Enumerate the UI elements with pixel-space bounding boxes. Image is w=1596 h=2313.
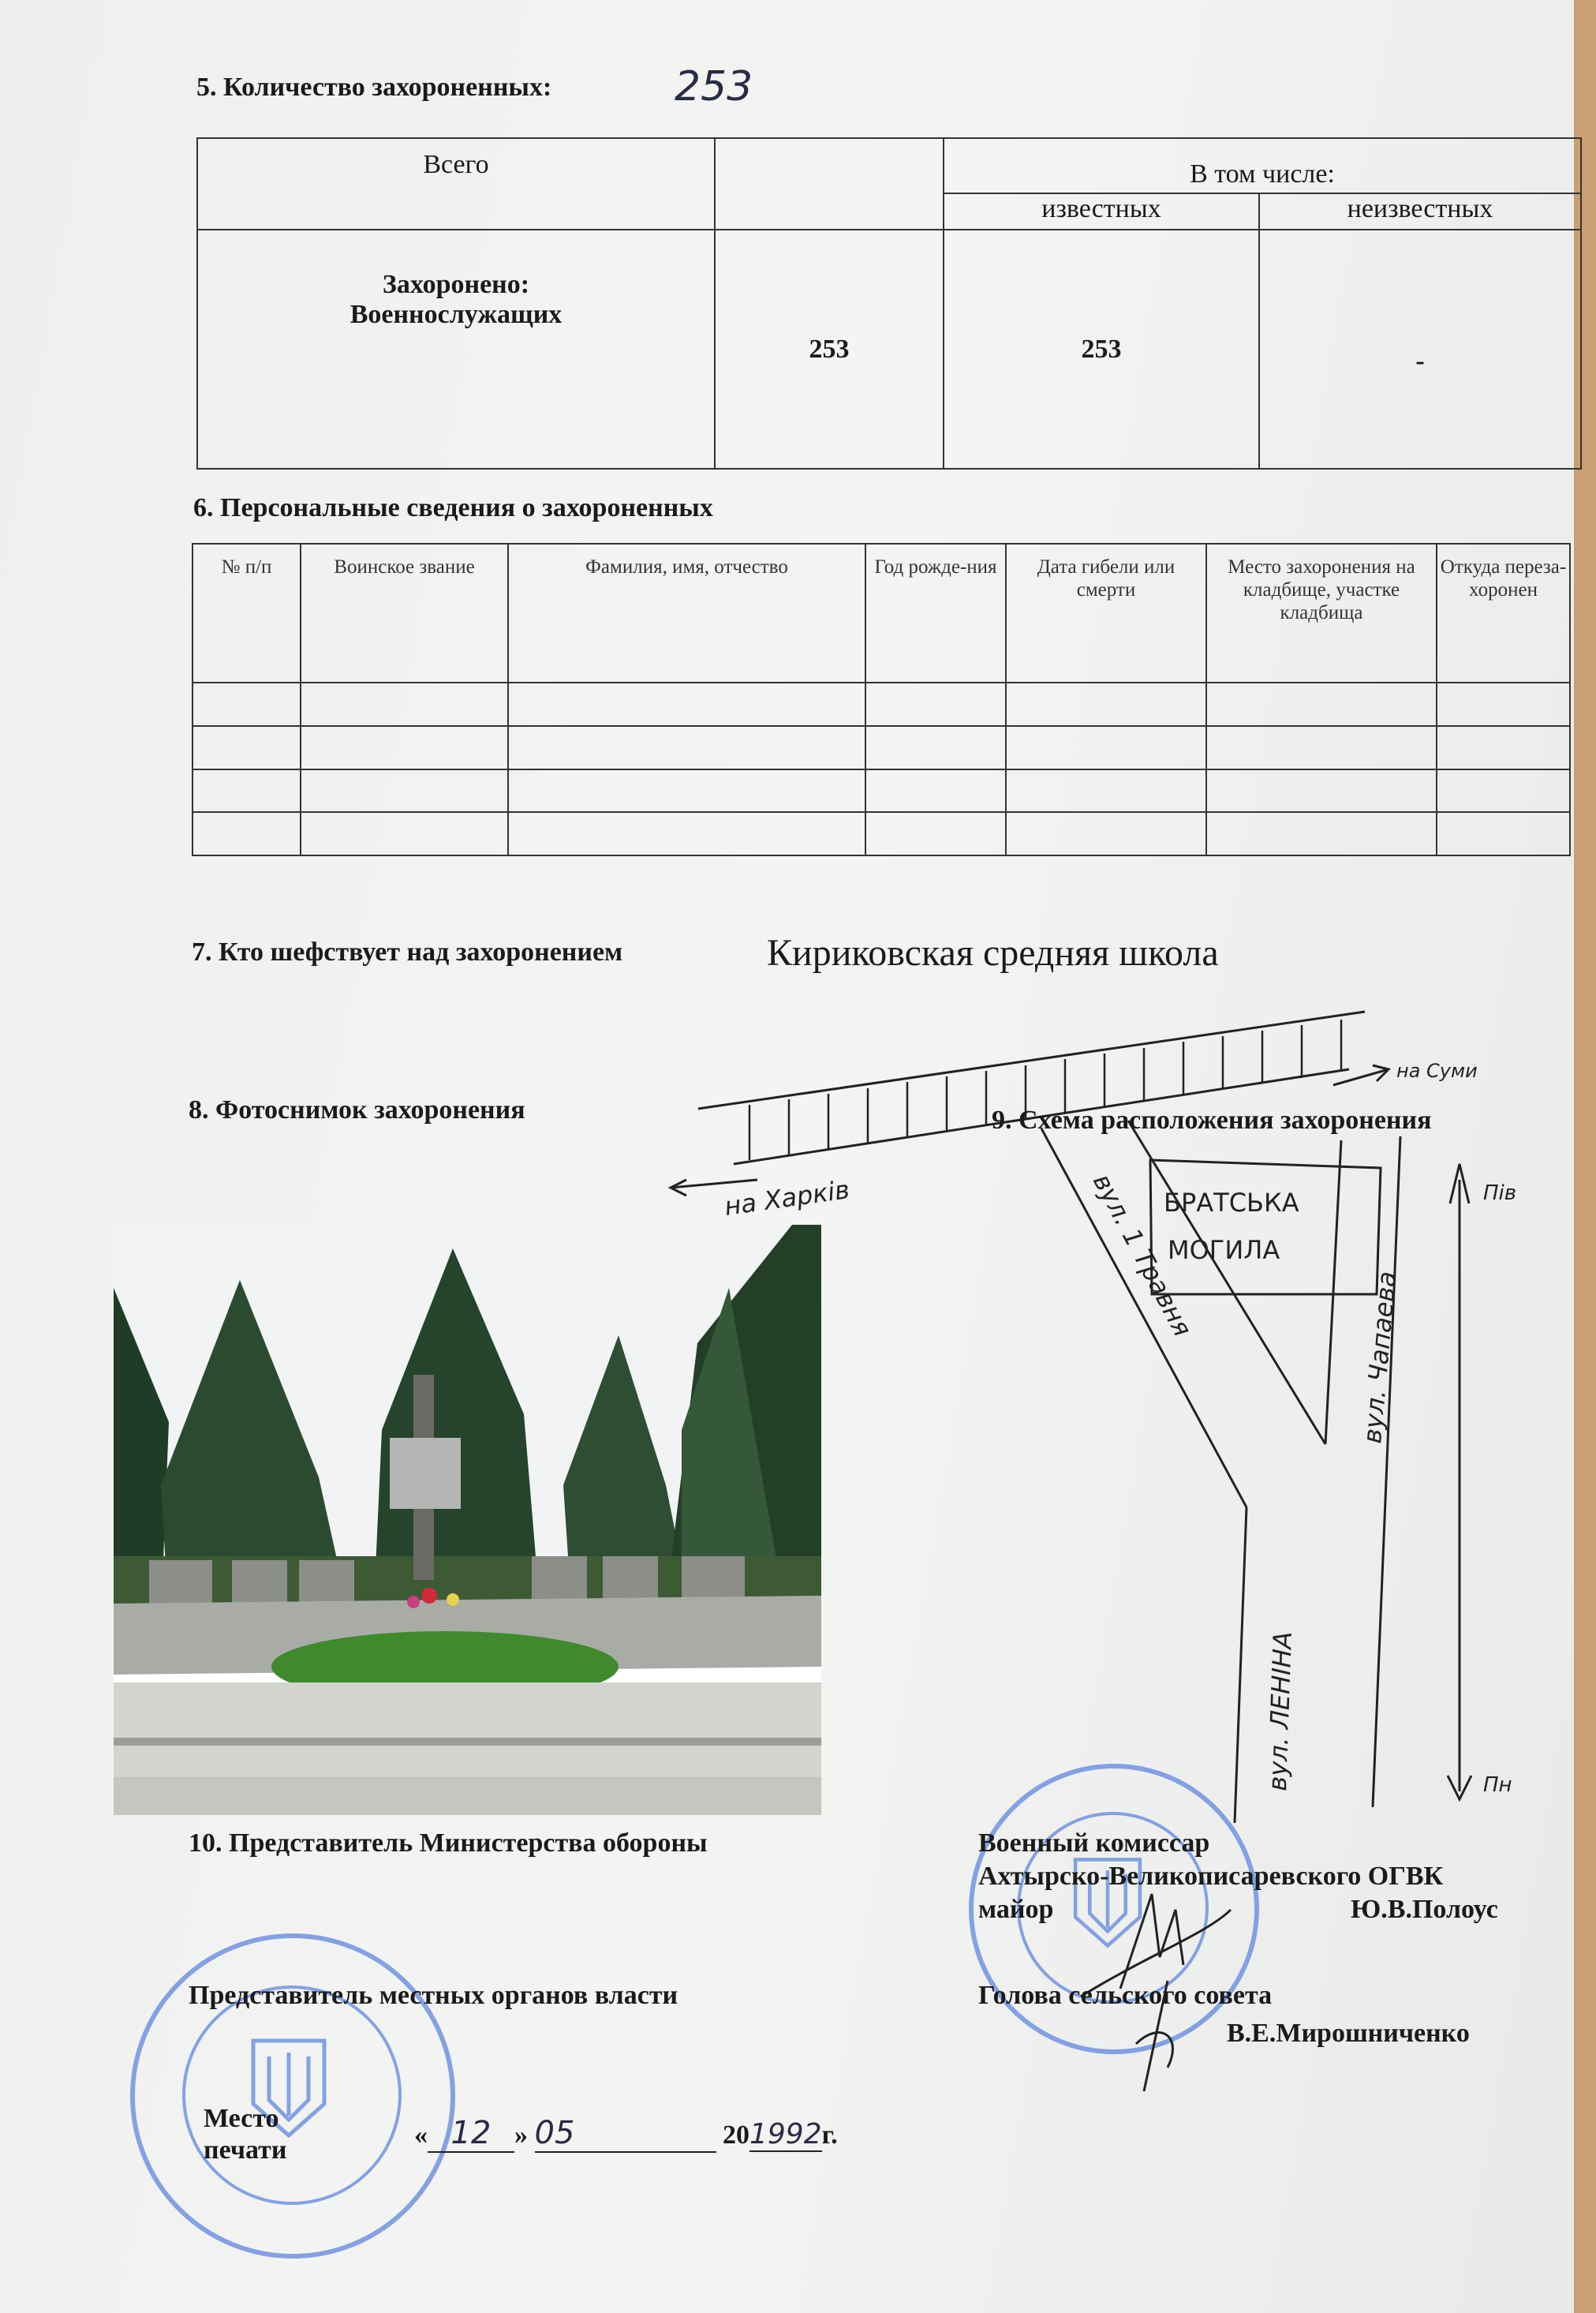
table-row bbox=[192, 726, 1570, 769]
handwritten-total: 253 bbox=[675, 63, 753, 110]
table-row bbox=[192, 769, 1570, 813]
col-reburied-from: Откуда переза-хоронен bbox=[1437, 544, 1570, 683]
col-number: № п/п bbox=[192, 544, 301, 683]
header-total: Всего bbox=[197, 138, 715, 230]
seal-place-line-2: печати bbox=[204, 2135, 287, 2165]
table-row bbox=[192, 812, 1570, 855]
map-label-south: Пн bbox=[1483, 1773, 1512, 1797]
burial-count-table bbox=[196, 137, 1582, 470]
row-label-line-2: Военнослужащих bbox=[349, 300, 563, 329]
map-label-street-chapaeva: вул. Чапаева bbox=[1357, 1270, 1403, 1445]
date-year: 1992 bbox=[749, 2118, 822, 2150]
commissar-name: Ю.В.Полоус bbox=[1351, 1895, 1498, 1924]
cell-total: 253 bbox=[715, 230, 944, 469]
cell-unknown: - bbox=[1259, 230, 1581, 469]
table-row bbox=[192, 683, 1570, 726]
section5-title: 5. Количество захороненных: bbox=[196, 73, 552, 102]
head-name: В.Е.Мирошниченко bbox=[1227, 2019, 1470, 2048]
col-rank: Воинское звание bbox=[301, 544, 508, 683]
commissar-org: Ахтырско-Великописаревского ОГВК bbox=[978, 1862, 1444, 1891]
seal-place-line-1: Место bbox=[204, 2104, 279, 2133]
row-label-line-1: Захоронено: bbox=[382, 270, 530, 299]
commissar-title: Военный комиссар bbox=[978, 1828, 1210, 1858]
section7-title: 7. Кто шефствует над захоронением bbox=[192, 938, 623, 967]
date-suffix: г. bbox=[821, 2120, 838, 2150]
section8-title: 8. Фотоснимок захоронения bbox=[189, 1095, 525, 1125]
date-quote-open: « bbox=[414, 2120, 428, 2150]
patron-value: Кириковская средняя школа bbox=[767, 932, 1219, 974]
header-empty bbox=[715, 138, 944, 230]
row-label bbox=[197, 230, 715, 469]
head-title: Голова сельского совета bbox=[978, 1981, 1273, 2010]
local-rep-label: Представитель местных органов власти bbox=[189, 1981, 678, 2010]
date-quote-close: » bbox=[514, 2120, 528, 2150]
map-label-sumy: на Суми bbox=[1396, 1060, 1478, 1082]
map-label-street-lenina: вул. ЛЕНІНА bbox=[1262, 1630, 1299, 1792]
map-label-grave-1: БРАТСЬКА bbox=[1164, 1188, 1299, 1218]
commissar-rank: майор bbox=[978, 1895, 1054, 1924]
date-month: 05 bbox=[535, 2115, 716, 2153]
map-label-street-may: вул. 1 Травня bbox=[1086, 1168, 1198, 1342]
col-burial-place: Место захоронения на кладбище, участке кладбища bbox=[1206, 544, 1437, 683]
map-label-kharkiv: на Харків bbox=[722, 1174, 852, 1222]
header-known: известных bbox=[944, 193, 1259, 230]
personal-info-table bbox=[192, 543, 1571, 856]
date-year-prefix: 20 bbox=[723, 2120, 749, 2150]
header-including: В том числе: bbox=[944, 138, 1581, 193]
seal-place-label bbox=[204, 2103, 286, 2166]
col-name: Фамилия, имя, отчество bbox=[508, 544, 865, 683]
date-day: 12 bbox=[428, 2115, 514, 2153]
cell-known: 253 bbox=[944, 230, 1259, 469]
section6-title: 6. Персональные сведения о захороненных bbox=[193, 493, 713, 522]
header-unknown: неизвестных bbox=[1259, 193, 1581, 230]
col-death-date: Дата гибели или смерти bbox=[1006, 544, 1206, 683]
map-label-grave-2: МОГИЛА bbox=[1168, 1235, 1280, 1265]
section9-title: 9. Схема расположения захоронения bbox=[992, 1106, 1432, 1135]
col-birth-year: Год рожде-ния bbox=[865, 544, 1006, 683]
section10-title: 10. Представитель Министерства обороны bbox=[189, 1828, 708, 1858]
date-line bbox=[414, 2115, 838, 2153]
map-label-north: Пів bbox=[1483, 1181, 1517, 1205]
